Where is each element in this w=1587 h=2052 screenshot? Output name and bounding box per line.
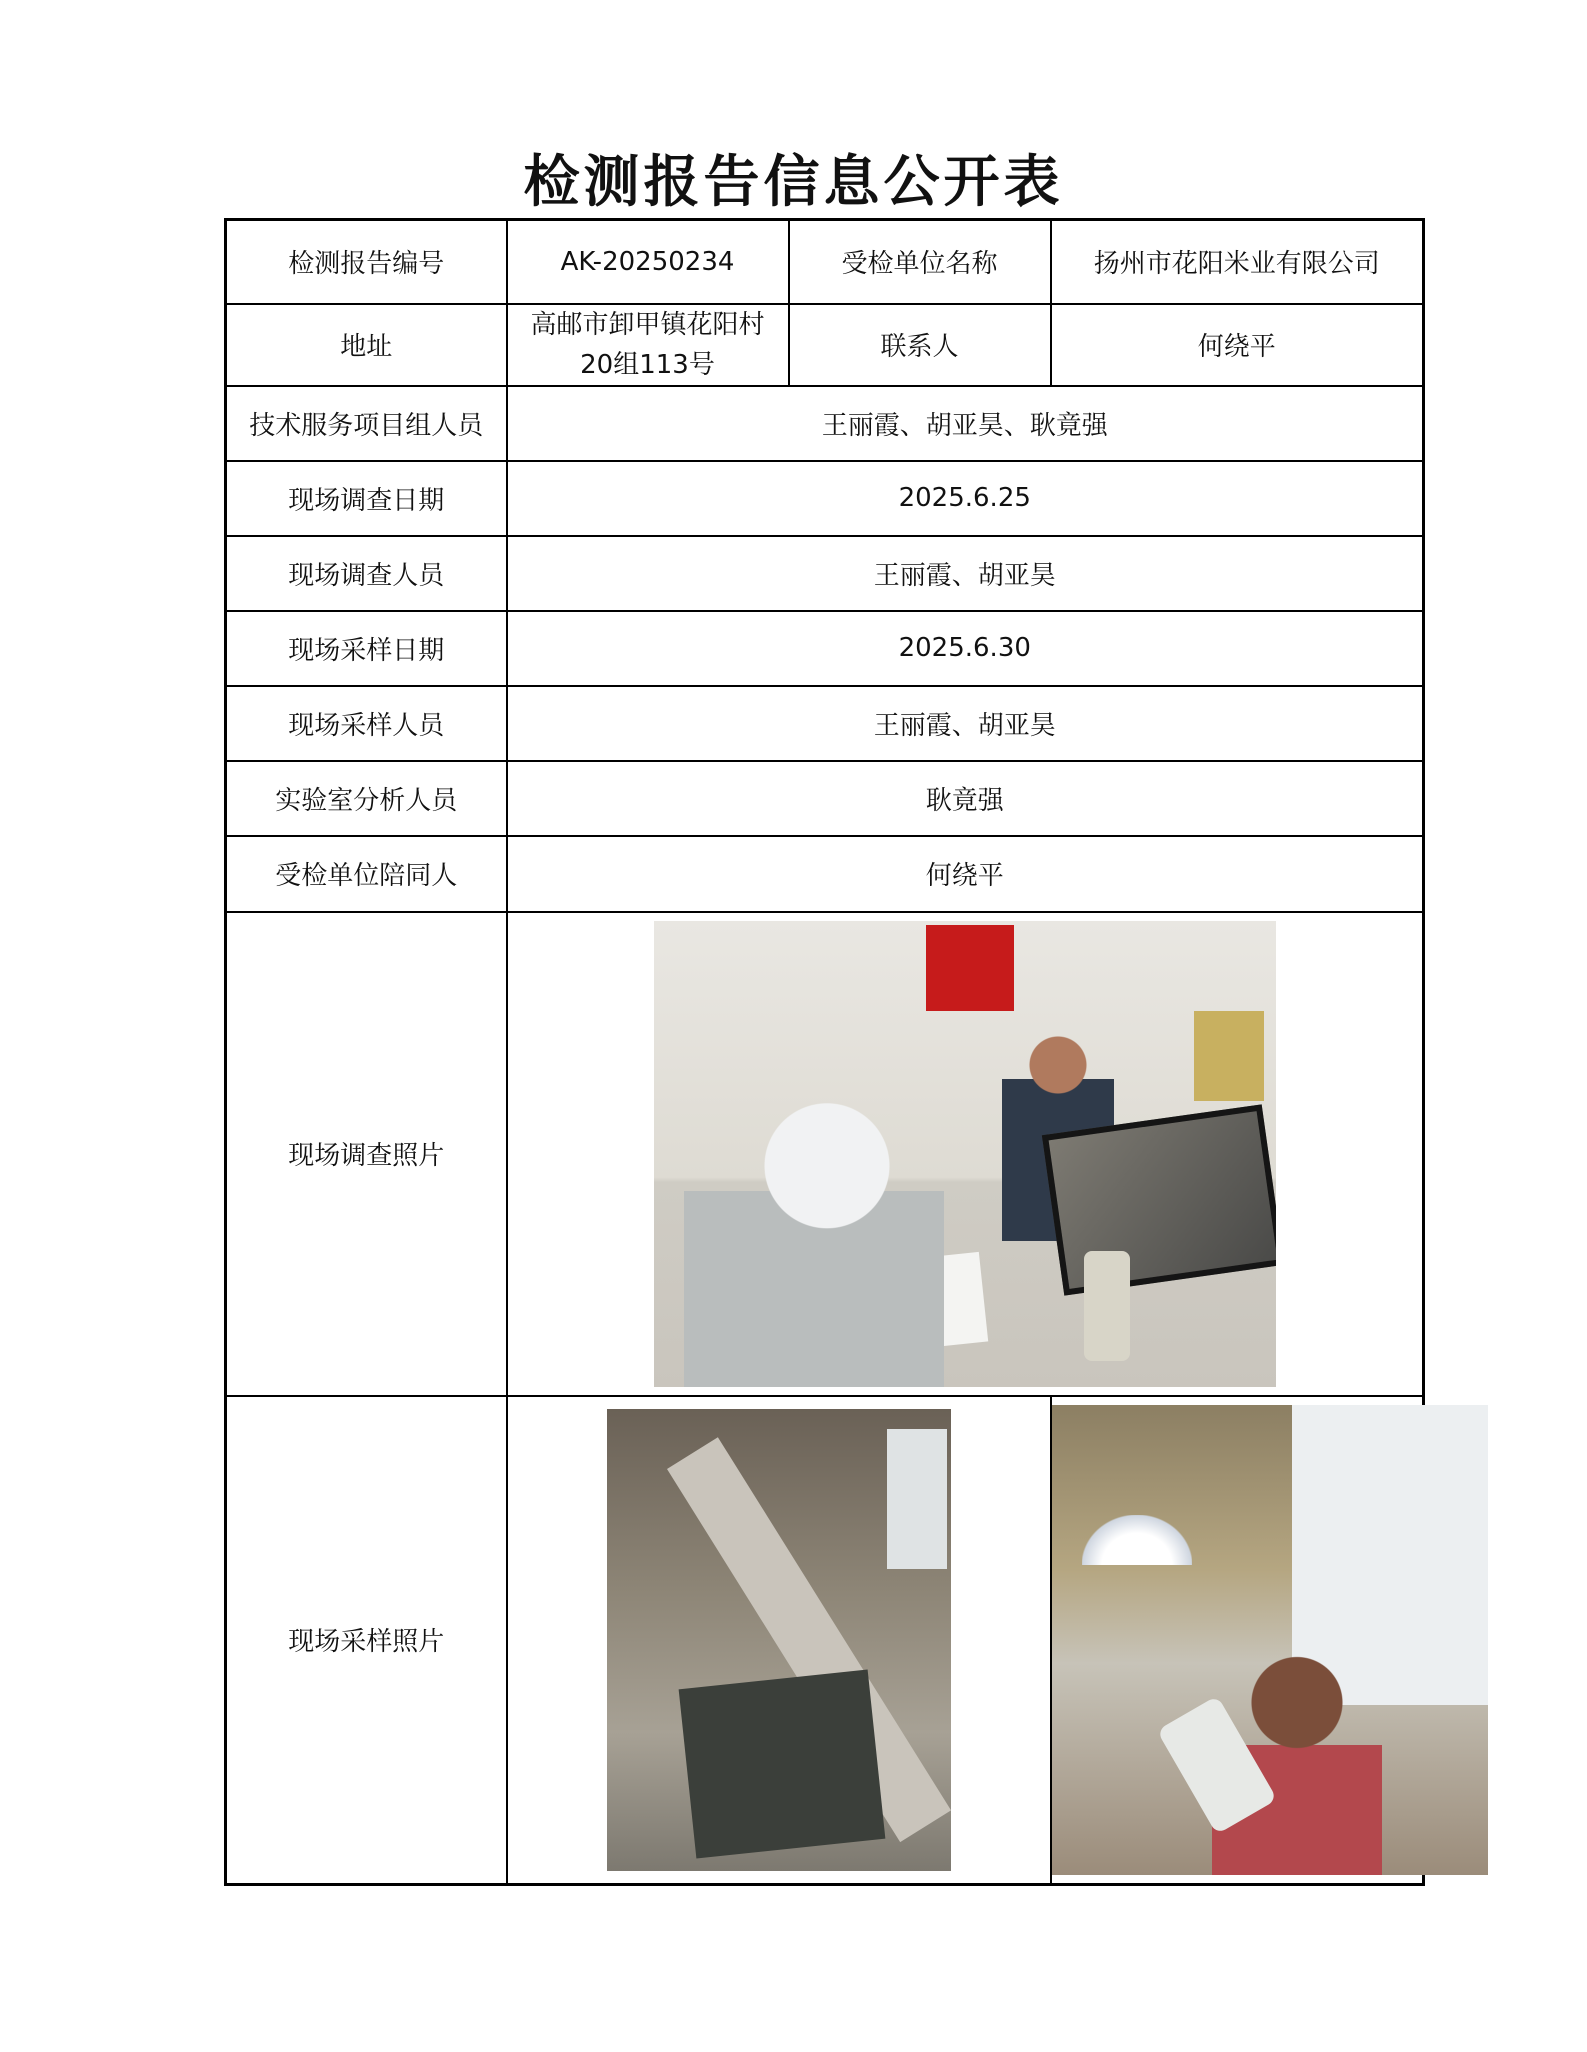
lab-staff-label: 实验室分析人员 bbox=[226, 761, 507, 836]
table-row bbox=[226, 686, 1424, 761]
team-value: 王丽霞、胡亚昊、耿竟强 bbox=[507, 386, 1424, 461]
table-row bbox=[226, 761, 1424, 836]
table-row bbox=[226, 220, 1424, 304]
table-row bbox=[226, 386, 1424, 461]
address-value: 高邮市卸甲镇花阳村20组113号 bbox=[507, 304, 789, 386]
table-row bbox=[226, 611, 1424, 686]
photo-lamp bbox=[1082, 1515, 1192, 1565]
sampling-staff-value: 王丽霞、胡亚昊 bbox=[507, 686, 1424, 761]
sampling-photo-1 bbox=[607, 1409, 951, 1871]
survey-date-value: 2025.6.25 bbox=[507, 461, 1424, 536]
photo-window bbox=[887, 1429, 947, 1569]
report-table bbox=[224, 218, 1425, 1886]
team-label: 技术服务项目组人员 bbox=[226, 386, 507, 461]
table-row bbox=[226, 1396, 1424, 1885]
survey-photo bbox=[654, 921, 1276, 1387]
photo-shelf bbox=[1194, 1011, 1264, 1101]
contact-label: 联系人 bbox=[789, 304, 1051, 386]
address-label: 地址 bbox=[226, 304, 507, 386]
sampling-photo-cell-2 bbox=[1051, 1396, 1424, 1885]
escort-value: 何绕平 bbox=[507, 836, 1424, 912]
report-no-value: AK-20250234 bbox=[507, 220, 789, 304]
survey-staff-value: 王丽霞、胡亚昊 bbox=[507, 536, 1424, 611]
sampling-staff-label: 现场采样人员 bbox=[226, 686, 507, 761]
photo-jar bbox=[1084, 1251, 1130, 1361]
sampling-date-value: 2025.6.30 bbox=[507, 611, 1424, 686]
escort-label: 受检单位陪同人 bbox=[226, 836, 507, 912]
survey-date-label: 现场调查日期 bbox=[226, 461, 507, 536]
table-row bbox=[226, 304, 1424, 386]
lab-staff-value: 耿竟强 bbox=[507, 761, 1424, 836]
report-no-label: 检测报告编号 bbox=[226, 220, 507, 304]
table-row bbox=[226, 461, 1424, 536]
sampling-date-label: 现场采样日期 bbox=[226, 611, 507, 686]
table-row bbox=[226, 912, 1424, 1396]
survey-photo-cell bbox=[507, 912, 1424, 1396]
unit-name-label: 受检单位名称 bbox=[789, 220, 1051, 304]
contact-value: 何绕平 bbox=[1051, 304, 1424, 386]
sampling-photo-cell-1 bbox=[507, 1396, 1051, 1885]
page-title: 检测报告信息公开表 bbox=[523, 149, 1064, 215]
table-row bbox=[226, 536, 1424, 611]
photo-monitor bbox=[1042, 1104, 1276, 1295]
table-row bbox=[226, 836, 1424, 912]
unit-name-value: 扬州市花阳米业有限公司 bbox=[1051, 220, 1424, 304]
sampling-photo-label: 现场采样照片 bbox=[226, 1396, 507, 1885]
survey-photo-label: 现场调查照片 bbox=[226, 912, 507, 1396]
photo-sampler-device bbox=[678, 1669, 885, 1858]
photo-calendar bbox=[926, 925, 1014, 1011]
photo-person-writing bbox=[684, 1071, 944, 1387]
sampling-photo-2 bbox=[1052, 1405, 1488, 1875]
survey-staff-label: 现场调查人员 bbox=[226, 536, 507, 611]
